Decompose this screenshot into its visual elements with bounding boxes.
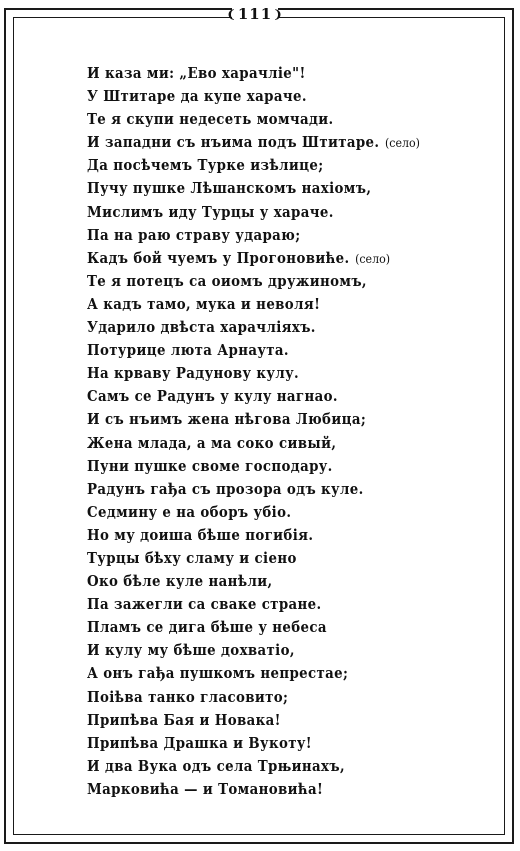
poem-line xyxy=(87,339,455,362)
poem-line xyxy=(87,755,455,778)
poem-text xyxy=(87,62,487,801)
poem-line-text: Око бѣле куле нанѣли, xyxy=(87,573,273,591)
poem-line-text: Мислимъ иду Турцы у хараче. xyxy=(87,203,334,221)
poem-line xyxy=(87,316,455,339)
poem-line-text: Но му доиша бѣше погибiя. xyxy=(87,526,314,544)
poem-line-text: И западни съ нъима подъ Штитаре. xyxy=(87,134,380,152)
poem-line-text: А онъ гађа пушкомъ непрестае; xyxy=(87,665,349,683)
poem-line-text: Ударило двѣста харачлiяхъ. xyxy=(87,319,316,337)
poem-line-text: И кулу му бѣше дохватiо, xyxy=(87,642,295,660)
poem-line xyxy=(87,432,455,455)
poem-line-text: На крваву Радунову кулу. xyxy=(87,365,300,383)
poem-line xyxy=(87,270,455,293)
poem-line xyxy=(87,247,455,270)
page-number-text: 111 xyxy=(237,5,273,23)
poem-line xyxy=(87,616,455,639)
poem-line-text: И съ нъимъ жена нѣгова Любица; xyxy=(87,411,367,429)
poem-line-text: И два Вука одъ села Трњинахъ, xyxy=(87,757,346,775)
poem-line xyxy=(87,778,455,801)
poem-line-text: Марковића — и Томановића! xyxy=(87,780,324,798)
poem-line-text: Кадъ бой чуемъ у Прогоновиће. xyxy=(87,249,350,267)
poem-line xyxy=(87,593,455,616)
poem-line xyxy=(87,662,455,685)
poem-line-text: Радунъ гађа съ прозора одъ куле. xyxy=(87,480,364,498)
poem-line xyxy=(87,154,455,177)
poem-line xyxy=(87,408,455,431)
poem-line xyxy=(87,732,455,755)
poem-line xyxy=(87,686,455,709)
poem-line xyxy=(87,293,455,316)
poem-line-text: Жена млада, а ма соко сивый, xyxy=(87,434,337,452)
page-number xyxy=(226,3,284,25)
poem-line xyxy=(87,362,455,385)
poem-line-text: И каза ми: „Ево харачлiе"! xyxy=(87,65,306,82)
poem-line xyxy=(87,62,455,85)
poem-line xyxy=(87,201,455,224)
poem-line xyxy=(87,455,455,478)
poem-line xyxy=(87,108,455,131)
ornament-left-icon: ❨ xyxy=(226,7,237,21)
poem-line xyxy=(87,709,455,732)
poem-line-text: А кадъ тамо, мука и неволя! xyxy=(87,295,321,313)
poem-line xyxy=(87,547,455,570)
poem-line-text: Па на раю страву удараю; xyxy=(87,226,301,244)
ornament-right-icon: ❩ xyxy=(273,7,284,21)
poem-line-text: Потурице люта Арнаута. xyxy=(87,342,289,360)
poem-line xyxy=(87,524,455,547)
poem-line-text: Припѣва Бая и Новака! xyxy=(87,711,281,729)
poem-line-text: У Штитаре да купе хараче. xyxy=(87,88,307,106)
poem-line-text: Припѣва Драшка и Вукоту! xyxy=(87,734,312,752)
poem-line-text: Седмину е на оборъ убiо. xyxy=(87,503,292,521)
poem-line-note: (село) xyxy=(355,251,391,266)
poem-line xyxy=(87,385,455,408)
poem-line-text: Турцы бѣху сламу и сiено xyxy=(87,549,297,567)
poem-line-text: Те я потецъ са оиомъ дружиномъ, xyxy=(87,272,367,290)
poem-line-text: Самъ се Радунъ у кулу нагнао. xyxy=(87,388,338,406)
poem-line xyxy=(87,639,455,662)
poem-line xyxy=(87,501,455,524)
poem-line-text: Пламъ се дига бѣше у небеса xyxy=(87,619,327,637)
poem-line xyxy=(87,570,455,593)
poem-line xyxy=(87,224,455,247)
poem-line-text: Те я скупи недесеть момчади. xyxy=(87,111,334,129)
poem-line xyxy=(87,85,455,108)
poem-line xyxy=(87,177,455,200)
poem-line xyxy=(87,131,455,154)
poem-line-text: Да посѣчемъ Турке изѣлице; xyxy=(87,157,324,175)
poem-line-text: Па зажегли са сваке стране. xyxy=(87,596,322,614)
poem-line-text: Пуни пушке своме господару. xyxy=(87,457,333,475)
poem-line-text: Поiѣва танко гласовито; xyxy=(87,688,289,706)
poem-line-text: Пучу пушке Лѣшанскомъ нахiомъ, xyxy=(87,180,372,198)
poem-line xyxy=(87,478,455,501)
poem-line-note: (село) xyxy=(384,136,420,151)
